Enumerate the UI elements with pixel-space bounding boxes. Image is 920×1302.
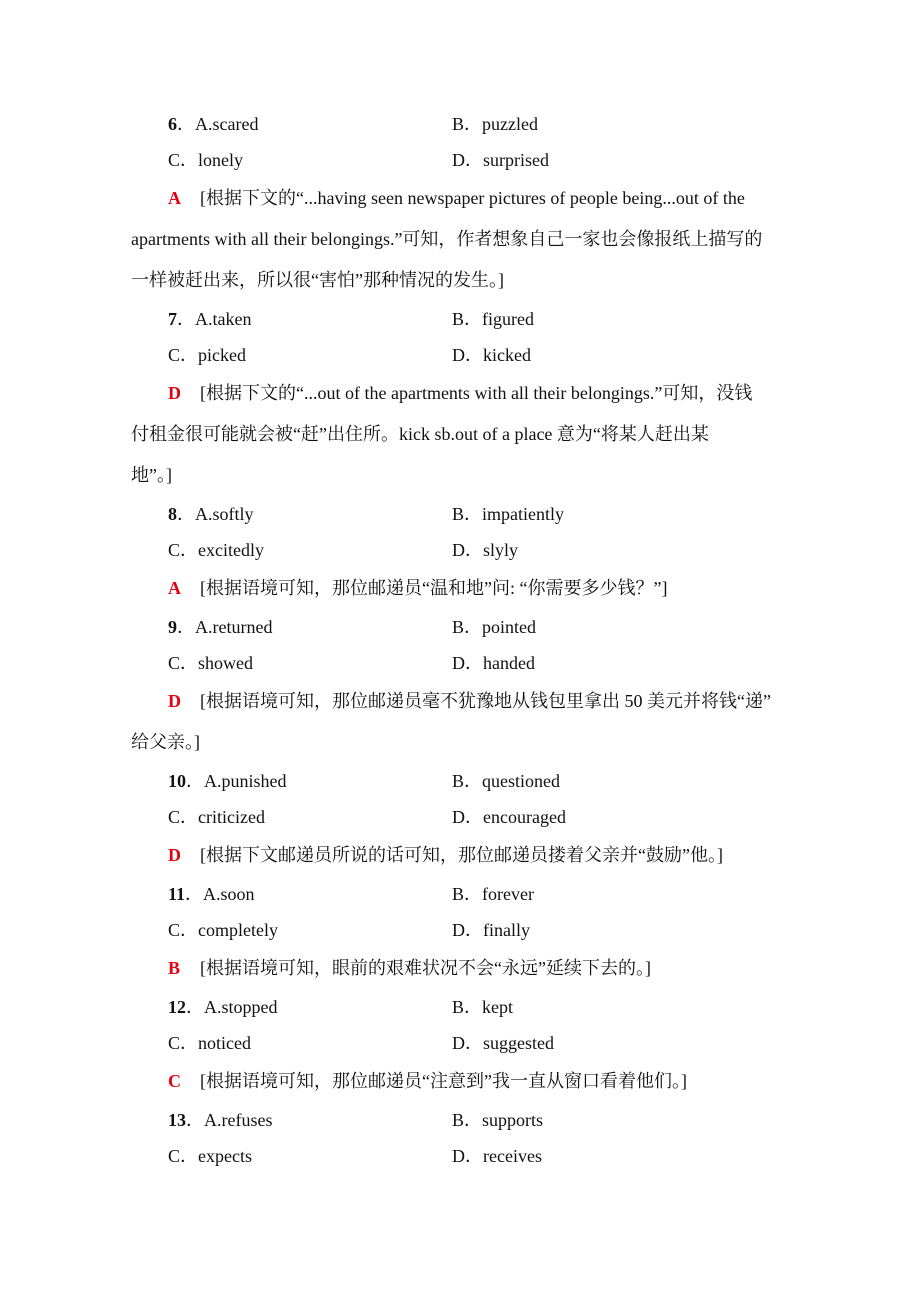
option-c: C．completely bbox=[168, 920, 278, 940]
option-row bbox=[0, 799, 920, 835]
number-separator: ． bbox=[186, 997, 204, 1017]
answer-explanation bbox=[131, 835, 789, 876]
number-separator: ． bbox=[186, 771, 204, 791]
question-item bbox=[0, 609, 920, 763]
explanation-text: 付租金很可能就会被“赶”出住所。kick sb.out of a place 意为“将某人赶出某 bbox=[131, 424, 709, 444]
option-a bbox=[168, 876, 255, 912]
option-c: C．expects bbox=[168, 1146, 252, 1166]
question-item bbox=[0, 876, 920, 989]
option-row bbox=[0, 106, 920, 142]
option-b: B．supports bbox=[452, 1110, 544, 1130]
answer-key: A bbox=[168, 578, 181, 598]
answer-explanation bbox=[131, 948, 789, 989]
option-d: D．encouraged bbox=[452, 807, 566, 827]
question-item bbox=[0, 989, 920, 1102]
option-b: B．kept bbox=[452, 997, 513, 1017]
number-separator: ． bbox=[177, 114, 195, 134]
option-a bbox=[168, 496, 254, 532]
question-item bbox=[0, 1102, 920, 1174]
option-d: D．kicked bbox=[452, 345, 531, 365]
question-number: 7 bbox=[168, 309, 177, 329]
answer-explanation bbox=[131, 681, 789, 763]
question-number: 8 bbox=[168, 504, 177, 524]
answer-explanation bbox=[131, 568, 789, 609]
option-c: C．criticized bbox=[168, 807, 265, 827]
explanation-text: [根据语境可知，那位邮递员“温和地”问: “你需要多少钱？”] bbox=[200, 578, 668, 598]
question-number: 6 bbox=[168, 114, 177, 134]
number-separator: ． bbox=[177, 309, 195, 329]
explanation-line bbox=[131, 455, 789, 496]
option-a-text: A.soon bbox=[203, 884, 255, 904]
answer-key: D bbox=[168, 845, 181, 865]
explanation-line bbox=[131, 948, 789, 989]
number-separator: ． bbox=[177, 617, 195, 637]
question-number: 13 bbox=[168, 1110, 186, 1130]
option-row bbox=[0, 532, 920, 568]
option-b: B．forever bbox=[452, 884, 534, 904]
option-row bbox=[0, 876, 920, 912]
answer-key: D bbox=[168, 383, 181, 403]
explanation-line bbox=[131, 722, 789, 763]
question-number: 10 bbox=[168, 771, 186, 791]
option-a-text: A.stopped bbox=[204, 997, 278, 1017]
answer-key: C bbox=[168, 1071, 181, 1091]
explanation-line bbox=[131, 681, 789, 722]
option-b: B．puzzled bbox=[452, 114, 538, 134]
option-row bbox=[0, 609, 920, 645]
option-row bbox=[0, 1138, 920, 1174]
explanation-text: 给父亲。] bbox=[131, 732, 200, 752]
answer-key: A bbox=[168, 188, 181, 208]
question-number: 11 bbox=[168, 884, 186, 904]
option-a-text: A.refuses bbox=[204, 1110, 273, 1130]
number-separator: ． bbox=[185, 884, 204, 904]
answer-key: B bbox=[168, 958, 181, 978]
option-row bbox=[0, 1025, 920, 1061]
option-row bbox=[0, 645, 920, 681]
explanation-text: [根据语境可知，那位邮递员毫不犹豫地从钱包里拿出 50 美元并将钱“递” bbox=[200, 691, 771, 711]
option-row bbox=[0, 989, 920, 1025]
explanation-text: [根据下文邮递员所说的话可知，那位邮递员搂着父亲并“鼓励”他。] bbox=[200, 845, 723, 865]
option-a bbox=[168, 301, 251, 337]
option-d: D．receives bbox=[452, 1146, 542, 1166]
option-a-text: A.punished bbox=[204, 771, 287, 791]
explanation-text: [根据语境可知，那位邮递员“注意到”我一直从窗口看着他们。] bbox=[200, 1071, 687, 1091]
number-separator: ． bbox=[186, 1110, 204, 1130]
explanation-text: 一样被赶出来，所以很“害怕”那种情况的发生。] bbox=[131, 270, 504, 290]
question-item bbox=[0, 496, 920, 609]
option-c: C．picked bbox=[168, 345, 246, 365]
explanation-text: 地”。] bbox=[131, 465, 172, 485]
option-d: D．handed bbox=[452, 653, 535, 673]
option-d: D．surprised bbox=[452, 150, 549, 170]
explanation-line bbox=[131, 568, 789, 609]
explanation-text: [根据语境可知，眼前的艰难状况不会“永远”延续下去的。] bbox=[200, 958, 651, 978]
explanation-line bbox=[131, 1061, 789, 1102]
explanation-text: [根据下文的“...out of the apartments with all their belongings.”可知，没钱 bbox=[200, 383, 753, 403]
document-page bbox=[0, 106, 920, 1174]
option-a-text: A.softly bbox=[195, 504, 254, 524]
answer-explanation bbox=[131, 373, 789, 496]
option-row bbox=[0, 337, 920, 373]
number-separator: ． bbox=[177, 504, 195, 524]
question-item bbox=[0, 301, 920, 496]
explanation-line bbox=[131, 835, 789, 876]
option-b: B．pointed bbox=[452, 617, 536, 637]
option-d: D．finally bbox=[452, 920, 530, 940]
explanation-text: apartments with all their belongings.”可知，作者想象自己一家也会像报纸上描写的 bbox=[131, 229, 763, 249]
option-a-text: A.returned bbox=[195, 617, 273, 637]
option-d: D．suggested bbox=[452, 1033, 554, 1053]
question-item bbox=[0, 763, 920, 876]
question-number: 9 bbox=[168, 617, 177, 637]
option-d: D．slyly bbox=[452, 540, 519, 560]
explanation-text: [根据下文的“...having seen newspaper pictures of people being...out of the bbox=[200, 188, 745, 208]
option-a bbox=[168, 989, 278, 1025]
answer-explanation bbox=[131, 1061, 789, 1102]
question-item bbox=[0, 106, 920, 301]
option-row bbox=[0, 301, 920, 337]
option-b: B．questioned bbox=[452, 771, 560, 791]
option-a-text: A.taken bbox=[195, 309, 252, 329]
option-a-text: A.scared bbox=[195, 114, 259, 134]
question-number: 12 bbox=[168, 997, 186, 1017]
answer-key: D bbox=[168, 691, 181, 711]
option-row bbox=[0, 763, 920, 799]
explanation-line bbox=[131, 414, 789, 455]
explanation-line bbox=[131, 260, 789, 301]
option-a bbox=[168, 106, 258, 142]
explanation-line bbox=[131, 373, 789, 414]
option-c: C．noticed bbox=[168, 1033, 251, 1053]
option-a bbox=[168, 609, 272, 645]
option-row bbox=[0, 912, 920, 948]
option-row bbox=[0, 496, 920, 532]
explanation-line bbox=[131, 178, 789, 219]
option-a bbox=[168, 1102, 272, 1138]
answer-explanation bbox=[131, 178, 789, 301]
option-c: C．showed bbox=[168, 653, 253, 673]
explanation-line bbox=[131, 219, 789, 260]
option-a bbox=[168, 763, 287, 799]
option-c: C．lonely bbox=[168, 150, 243, 170]
option-row bbox=[0, 142, 920, 178]
option-c: C．excitedly bbox=[168, 540, 264, 560]
option-row bbox=[0, 1102, 920, 1138]
option-b: B．figured bbox=[452, 309, 534, 329]
option-b: B．impatiently bbox=[452, 504, 564, 524]
